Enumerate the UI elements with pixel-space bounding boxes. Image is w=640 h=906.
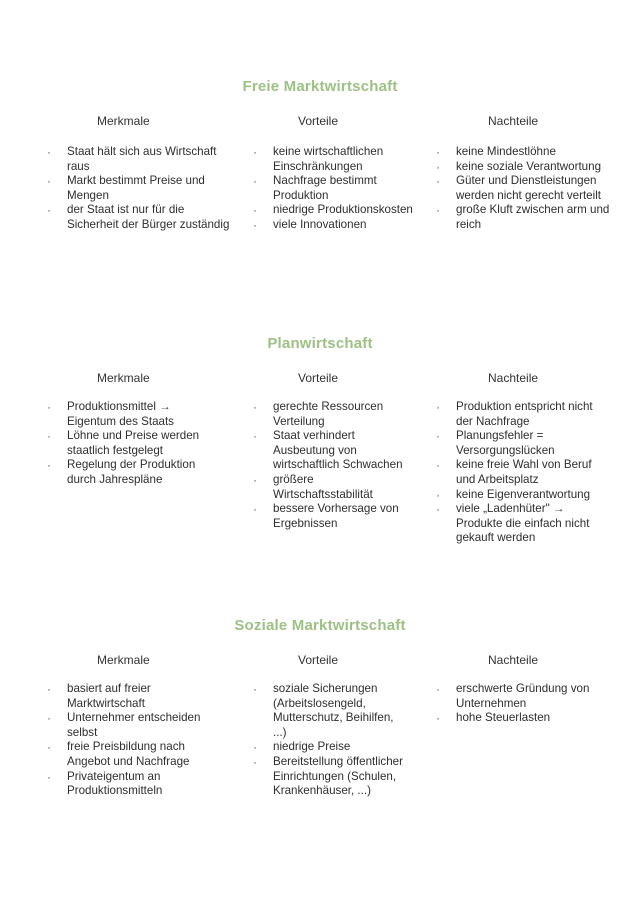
list-item: · keine soziale Verantwortung	[456, 160, 618, 175]
list-item: · Privateigentum an Produktionsmitteln	[67, 770, 217, 799]
list-item: · Bereitstellung öffentlicher Einrichtungen (Schulen, Krankenhäuser, ...)	[273, 755, 408, 799]
list-item: · Produktionsmittel → Eigentum des Staats	[67, 400, 217, 429]
nachteile-list	[456, 145, 618, 233]
column-heading-vorteile: Vorteile	[298, 114, 339, 128]
list-item: · keine Eigenverantwortung	[456, 488, 606, 503]
vorteile-list	[273, 145, 413, 233]
column-heading-merkmale: Merkmale	[97, 371, 150, 385]
list-item: · freie Preisbildung nach Angebot und Nachfrage	[67, 740, 217, 769]
list-item: · Planungsfehler = Versorgungslücken	[456, 429, 606, 458]
section-title: Freie Marktwirtschaft	[242, 78, 398, 95]
list-item: · Staat verhindert Ausbeutung von wirtschaftlich Schwachen	[273, 429, 413, 473]
list-item: · keine wirtschaftlichen Einschränkungen	[273, 145, 413, 174]
list-item: · Produktion entspricht nicht der Nachfrage	[456, 400, 606, 429]
merkmale-list	[67, 145, 232, 233]
list-item: · Regelung der Produktion durch Jahrespläne	[67, 458, 217, 487]
merkmale-list	[67, 682, 217, 799]
list-item: · basiert auf freier Marktwirtschaft	[67, 682, 217, 711]
column-heading-nachteile: Nachteile	[488, 114, 539, 128]
list-item: · Nachfrage bestimmt Produktion	[273, 174, 413, 203]
list-item: · erschwerte Gründung von Unternehmen	[456, 682, 611, 711]
list-item: · Markt bestimmt Preise und Mengen	[67, 174, 232, 203]
list-item: · Löhne und Preise werden staatlich festgelegt	[67, 429, 217, 458]
list-item: · große Kluft zwischen arm und reich	[456, 203, 618, 232]
list-item: · viele „Ladenhüter" → Produkte die einfach nicht gekauft werden	[456, 502, 606, 546]
list-item: · keine freie Wahl von Beruf und Arbeitsplatz	[456, 458, 606, 487]
list-item: · Güter und Dienstleistungen werden nicht gerecht verteilt	[456, 174, 618, 203]
list-item: · niedrige Produktionskosten	[273, 203, 413, 218]
list-item: · Staat hält sich aus Wirtschaft raus	[67, 145, 232, 174]
column-heading-merkmale: Merkmale	[97, 653, 150, 667]
column-heading-nachteile: Nachteile	[488, 371, 539, 385]
list-item: · Unternehmer entscheiden selbst	[67, 711, 217, 740]
vorteile-list	[273, 400, 413, 531]
nachteile-list	[456, 682, 611, 726]
list-item: · größere Wirtschaftsstabilität	[273, 473, 413, 502]
section-title: Soziale Marktwirtschaft	[234, 617, 406, 634]
nachteile-list	[456, 400, 606, 546]
column-heading-nachteile: Nachteile	[488, 653, 539, 667]
list-item: · soziale Sicherungen (Arbeitslosengeld, Mutterschutz, Beihilfen, ...)	[273, 682, 408, 740]
list-item: · viele Innovationen	[273, 218, 413, 233]
merkmale-list	[67, 400, 217, 488]
list-item: · gerechte Ressourcen Verteilung	[273, 400, 413, 429]
column-heading-merkmale: Merkmale	[97, 114, 150, 128]
list-item: · hohe Steuerlasten	[456, 711, 611, 726]
column-heading-vorteile: Vorteile	[298, 653, 339, 667]
list-item: · keine Mindestlöhne	[456, 145, 618, 160]
list-item: · niedrige Preise	[273, 740, 408, 755]
column-heading-vorteile: Vorteile	[298, 371, 339, 385]
list-item: · bessere Vorhersage von Ergebnissen	[273, 502, 413, 531]
list-item: · der Staat ist nur für die Sicherheit der Bürger zuständig	[67, 203, 232, 232]
vorteile-list	[273, 682, 408, 799]
section-title: Planwirtschaft	[267, 335, 373, 352]
